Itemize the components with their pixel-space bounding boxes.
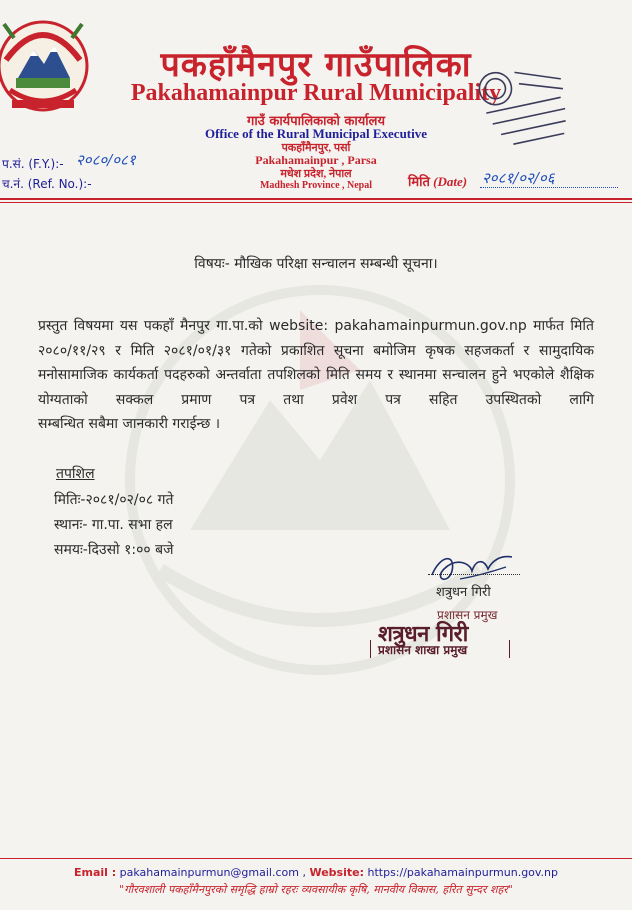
website-label: Website: <box>309 866 364 879</box>
date-dotted-line <box>480 187 618 188</box>
office-name-english: Office of the Rural Municipal Executive <box>204 126 428 141</box>
details-time: समयः-दिउसो १:०० बजे <box>54 542 174 558</box>
notice-paragraph: प्रस्तुत विषयमा यस पकहाँ मैनपुर गा.पा.को website: pakahamainpurmun.gov.np मार्फत मिति २०८०/११/२९ र मिति २०८१/०१/३१ गतेको प्रकाशित सूचना बमोजिम कृषक सहजकर्ता र सामुदायिक मनोसामाजिक कार्यकर्ता पदहरुको अन्तर्वाता तपशिलको मिति समय र स्थानमा सन्चालन हुने भएकोले शैक्षिक योग्यताको सक्कल प्रमाण पत्र तथा प्रवेश पत्र सहित उपस्थितको लागि <box>38 318 594 408</box>
municipality-name-nepali: पकहाँमैनपुर गाउँपालिका <box>160 45 472 85</box>
email-address: pakahamainpurmun@gmail.com , <box>119 866 306 879</box>
date-value: २०८१/०२/०६ <box>482 169 555 187</box>
date-label-nepali: मिति <box>408 174 430 189</box>
details-heading: तपशिल <box>56 466 95 482</box>
header-divider-thin <box>0 202 632 203</box>
details-date: मितिः-२०८१/०२/०८ गते <box>54 492 174 508</box>
stamp-signer-name: शत्रुधन गिरी <box>378 621 468 647</box>
fiscal-year-label: प.सं. (F.Y.):- <box>2 157 64 171</box>
office-stamp-icon <box>466 58 574 158</box>
fiscal-year-value: २०८०/०८१ <box>76 151 136 169</box>
municipality-name-english: Pakahamainpur Rural Municipality <box>130 80 502 106</box>
date-label-english: (Date) <box>433 174 468 189</box>
address-english: Pakahamainpur , Parsa <box>255 153 377 167</box>
footer-motto: "गौरवशाली पकहाँमैनपुरको समृद्धि हाम्रो रहरः व्यवसायीक कृषि, मानवीय विकास, हरित सुन्दर शहर" <box>119 883 513 896</box>
stamp-role: प्रशासन शाखा प्रमुख <box>378 643 468 657</box>
notice-subject: विषयः- मौखिक परिक्षा सन्चालन सम्बन्धी सूचना। <box>194 256 438 272</box>
footer-divider <box>0 858 632 859</box>
signer-name: शत्रुधन गिरी <box>436 585 491 600</box>
province-nepali: मधेश प्रदेश, नेपाल <box>280 168 352 180</box>
stamp-title-small: प्रशासन प्रमुख <box>437 608 498 622</box>
address-nepali: पकहाँमैनपुर, पर्सा <box>281 142 351 154</box>
reference-number-label: च.नं. (Ref. No.):- <box>2 177 92 191</box>
signature-dotted-line <box>428 574 520 575</box>
details-place: स्थानः- गा.पा. सभा हल <box>54 517 173 533</box>
office-name-nepali: गाउँ कार्यपालिकाको कार्यालय <box>247 114 385 129</box>
province-english: Madhesh Province , Nepal <box>259 180 373 191</box>
notice-paragraph-last-line: सम्बन्धित सबैमा जानकारी गराईन्छ । <box>38 416 221 432</box>
date-label <box>408 172 467 190</box>
email-label: Email : <box>73 866 117 879</box>
website-address: https://pakahamainpurmun.gov.np <box>367 866 559 879</box>
header-divider-thick <box>0 198 632 200</box>
footer-contact <box>0 866 632 879</box>
